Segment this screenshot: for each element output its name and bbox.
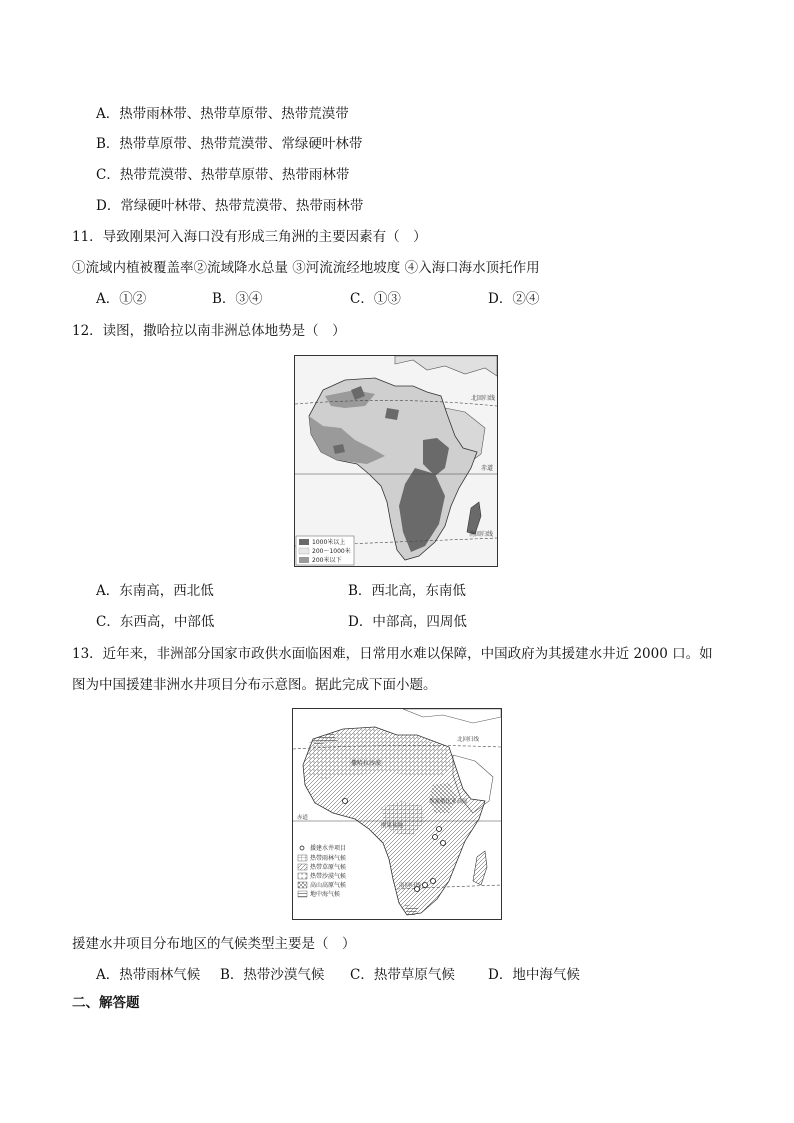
section-2-heading: 二、解答题 xyxy=(72,995,140,1011)
well-marker xyxy=(431,879,436,884)
q10-option-d: D．常绿硬叶林带、热带荒漠带、热带雨林带 xyxy=(96,198,364,214)
map2-sahara-label: 撒哈拉沙漠 xyxy=(351,760,382,767)
q12-option-d: D．中部高，四周低 xyxy=(348,614,467,630)
legend-well-icon xyxy=(300,846,304,850)
q13-option-c: C．热带草原气候 xyxy=(350,967,455,983)
africa-relief-map xyxy=(294,355,498,567)
q11-option-b: B．③④ xyxy=(212,291,263,307)
map2-tropic-south-label: 南回归线 xyxy=(399,883,422,889)
well-marker xyxy=(437,827,442,832)
legend-desert: 热带沙漠气候 xyxy=(310,873,347,880)
q12-option-b: B．西北高，东南低 xyxy=(348,583,466,599)
well-marker xyxy=(433,835,438,840)
q10-option-b: B．热带草原带、热带荒漠带、常绿硬叶林带 xyxy=(96,136,363,152)
legend-mediterranean: 地中海气候 xyxy=(310,891,341,898)
map2-ethiopia-label: 埃塞俄比亚高原 xyxy=(429,799,468,805)
q12-option-c: C．东西高，中部低 xyxy=(96,614,215,630)
africa-water-well-map xyxy=(292,708,502,920)
legend-savanna: 热带草原气候 xyxy=(310,864,347,871)
q13-stem-line2: 图为中国援建非洲水井项目分布示意图。据此完成下面小题。 xyxy=(72,677,437,693)
q12-option-a: A．东南高，西北低 xyxy=(96,583,214,599)
well-marker xyxy=(441,841,446,846)
q11-stem: 11．导致刚果河入海口没有形成三角洲的主要因素有（ ） xyxy=(72,229,427,245)
q13-option-d: D．地中海气候 xyxy=(488,967,580,983)
map2-equator-label: 赤道 xyxy=(297,815,309,821)
legend-well: 援建水井项目 xyxy=(310,845,347,852)
legend-highland: 高山高原气候 xyxy=(310,882,347,889)
q13-option-a: A．热带雨林气候 xyxy=(96,967,201,983)
legend-mid: 200～1000米 xyxy=(312,548,351,555)
well-marker xyxy=(423,883,428,888)
q12-stem: 12．读图，撒哈拉以南非洲总体地势是（ ） xyxy=(72,323,346,339)
legend-low: 200米以下 xyxy=(312,557,342,564)
q13-sub-question: 援建水井项目分布地区的气候类型主要是（ ） xyxy=(72,936,356,952)
legend-swatch-low xyxy=(299,557,309,563)
q11-option-a: A．①② xyxy=(96,291,147,307)
q10-option-c: C．热带荒漠带、热带草原带、热带雨林带 xyxy=(96,167,350,183)
map2-tropic-north-label: 北回归线 xyxy=(457,737,480,743)
q13-option-b: B．热带沙漠气候 xyxy=(220,967,325,983)
q13-stem-line1: 13．近年来，非洲部分国家市政供水面临困难，日常用水难以保障，中国政府为其援建水井近 2000 口。如 xyxy=(72,646,713,662)
well-marker xyxy=(343,799,348,804)
map1-tropic-south-label: 南回归线 xyxy=(469,531,494,538)
q11-option-d: D．②④ xyxy=(488,291,540,307)
legend-swatch-high xyxy=(299,539,309,545)
map2-congo-label: 刚果盆地 xyxy=(381,823,404,829)
q11-option-c: C．①③ xyxy=(350,291,401,307)
legend-rainforest: 热带雨林气候 xyxy=(310,855,347,862)
map1-tropic-north-label: 北回归线 xyxy=(471,395,496,402)
legend-high: 1000米以上 xyxy=(312,539,346,546)
legend-swatch-mid xyxy=(299,548,309,554)
map1-equator-label: 赤道 xyxy=(481,465,494,472)
q10-option-a: A．热带雨林带、热带草原带、热带荒漠带 xyxy=(96,106,349,122)
q11-factors: ①流域内植被覆盖率②流域降水总量 ③河流流经地坡度 ④入海口海水顶托作用 xyxy=(72,260,540,276)
